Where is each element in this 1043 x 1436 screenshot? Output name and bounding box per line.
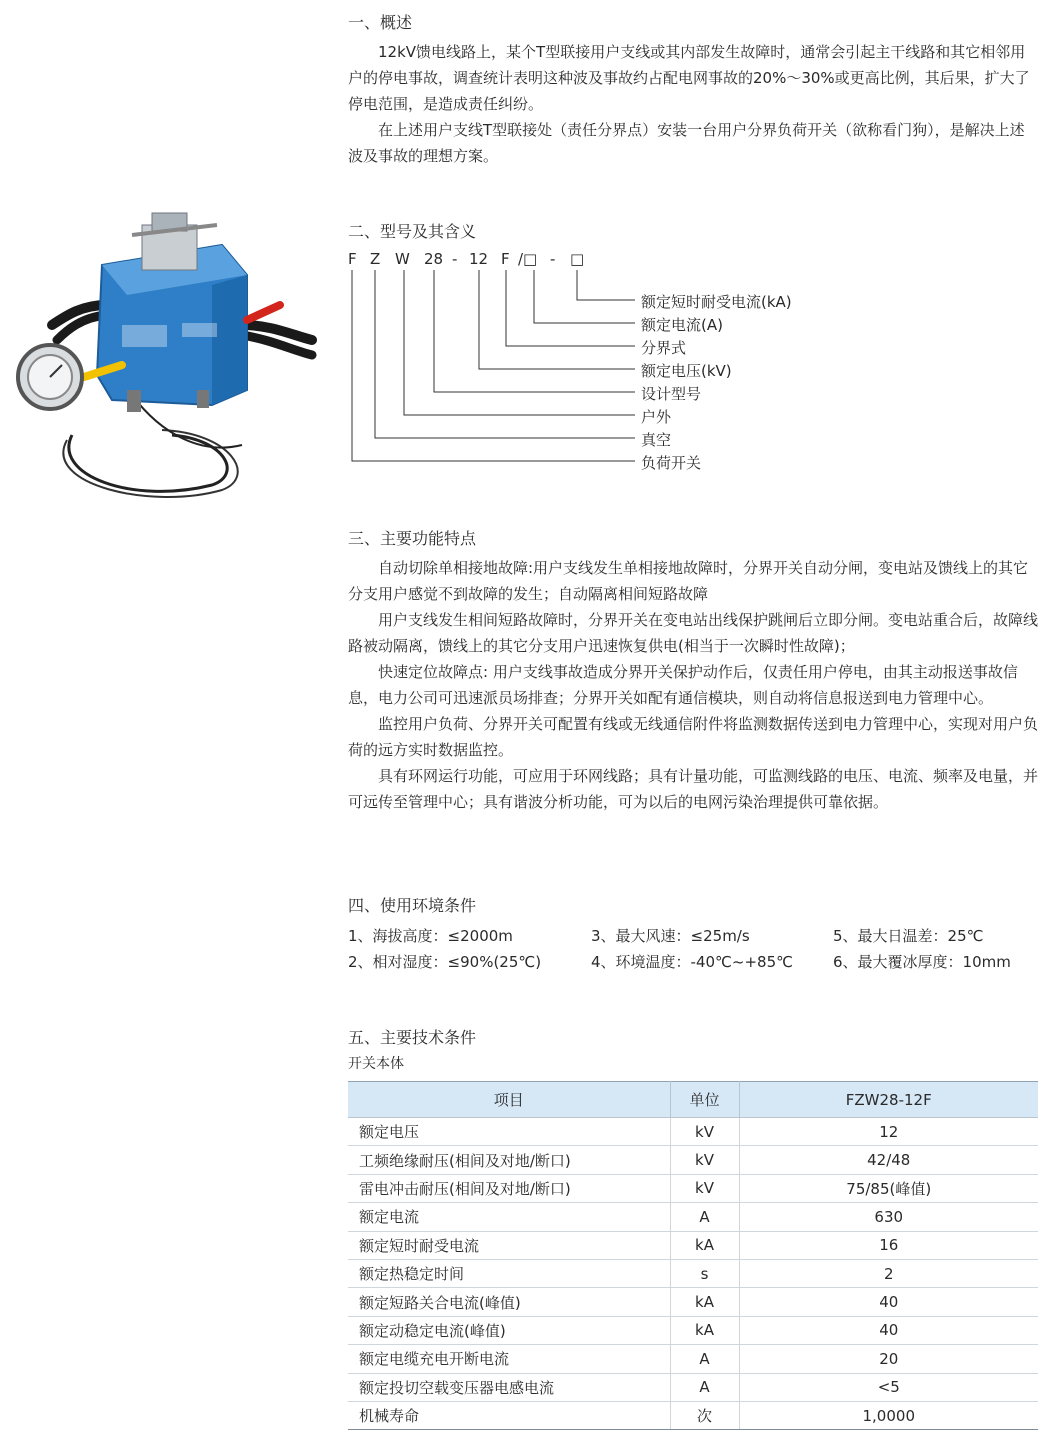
code-char-f: F <box>348 250 357 268</box>
header-model: FZW28-12F <box>739 1082 1038 1118</box>
paragraph: 监控用户负荷、分界开关可配置有线或无线通信附件将监测数据传送到电力管理中心，实现对用户负荷的远方实时数据监控。 <box>348 715 1039 759</box>
cell-item: 额定电缆充电开断电流 <box>348 1345 670 1373</box>
cell-item: 雷电冲击耐压(相间及对地/断口) <box>348 1174 670 1202</box>
cell-value: <5 <box>739 1373 1038 1401</box>
paragraph: 具有环网运行功能，可应用于环网线路；具有计量功能，可监测线路的电压、电流、频率及电量，并可远传至管理中心；具有谐波分析功能，可为以后的电网污染治理提供可靠依据。 <box>348 767 1039 811</box>
cell-unit: kV <box>670 1146 739 1174</box>
env-altitude: 1、海拔高度：≤2000m <box>348 927 513 945</box>
cell-value: 12 <box>739 1118 1038 1146</box>
table-row <box>348 1288 1038 1316</box>
table-row <box>348 1118 1038 1146</box>
section-2-title: 二、型号及其含义 <box>348 222 477 241</box>
cell-item: 额定短路关合电流(峰值) <box>348 1288 670 1316</box>
section-3-body <box>348 555 1038 815</box>
cell-unit: A <box>670 1345 739 1373</box>
paragraph: 用户支线发生相间短路故障时，分界开关在变电站出线保护跳闸后立即分闸。变电站重合后，故障线路被动隔离，馈线上的其它分支用户迅速恢复供电(相当于一次瞬时性故障)； <box>348 611 1039 655</box>
env-ice-thickness: 6、最大覆冰厚度：10mm <box>833 953 1011 971</box>
cell-value: 42/48 <box>739 1146 1038 1174</box>
table-row <box>348 1345 1038 1373</box>
code-char-28: 28 <box>424 250 444 268</box>
cell-item: 额定短时耐受电流 <box>348 1231 670 1259</box>
table-row <box>348 1231 1038 1259</box>
code-label-load-switch: 负荷开关 <box>641 454 702 472</box>
code-label-vacuum: 真空 <box>641 431 672 449</box>
header-unit: 单位 <box>670 1082 739 1118</box>
section-5-title: 五、主要技术条件 <box>348 1028 477 1047</box>
code-label-rated-current: 额定电流(A) <box>641 316 723 334</box>
paragraph: 快速定位故障点: 用户支线事故造成分界开关保护动作后，仅责任用户停电，由其主动报送事故信息，电力公司可迅速派员场排查；分界开关如配有通信模块，则自动将信息报送到电力管理中心。 <box>348 663 1018 707</box>
code-label-outdoor: 户外 <box>641 408 672 426</box>
code-char-12: 12 <box>469 250 489 268</box>
load-switch-product-photo <box>12 205 322 505</box>
paragraph: 12kV馈电线路上，某个T型联接用户支线或其内部发生故障时，通常会引起主干线路和其它相邻用户的停电事故，调查统计表明这种波及事故约占配电网事故的20%～30%或更高比例，其后果，扩大了停电范围，是造成责任纠纷。 <box>348 43 1030 113</box>
cell-item: 额定热稳定时间 <box>348 1259 670 1287</box>
cell-item: 机械寿命 <box>348 1401 670 1429</box>
table-row <box>348 1259 1038 1287</box>
cell-value: 630 <box>739 1203 1038 1231</box>
table-header-row <box>348 1082 1038 1118</box>
cell-value: 16 <box>739 1231 1038 1259</box>
cell-unit: kA <box>670 1231 739 1259</box>
paragraph: 在上述用户支线T型联接处（责任分界点）安装一台用户分界负荷开关（欲称看门狗），是解决上述波及事故的理想方案。 <box>348 121 1025 165</box>
cell-value: 2 <box>739 1259 1038 1287</box>
section-1-body <box>348 39 1038 169</box>
cell-unit: kV <box>670 1118 739 1146</box>
cell-item: 额定电压 <box>348 1118 670 1146</box>
table-row <box>348 1203 1038 1231</box>
section-4-title: 四、使用环境条件 <box>348 896 477 915</box>
header-item: 项目 <box>348 1082 670 1118</box>
table-row <box>348 1401 1038 1429</box>
env-humidity: 2、相对湿度：≤90%(25℃) <box>348 953 542 971</box>
section-1-title: 一、概述 <box>348 13 413 32</box>
table-row <box>348 1146 1038 1174</box>
section-3-title: 三、主要功能特点 <box>348 529 477 548</box>
code-char-w: W <box>395 250 410 268</box>
cell-item: 工频绝缘耐压(相间及对地/断口) <box>348 1146 670 1174</box>
cell-unit: kV <box>670 1174 739 1202</box>
code-label-rated-voltage: 额定电压(kV) <box>641 362 732 380</box>
code-char-current-box: /□ <box>518 250 538 268</box>
cell-unit: A <box>670 1373 739 1401</box>
cell-value: 1,0000 <box>739 1401 1038 1429</box>
cell-item: 额定电流 <box>348 1203 670 1231</box>
model-code <box>348 250 648 270</box>
code-char-kA-box: □ <box>570 250 585 268</box>
cell-unit: 次 <box>670 1401 739 1429</box>
cell-value: 75/85(峰值) <box>739 1174 1038 1202</box>
cell-value: 20 <box>739 1345 1038 1373</box>
table-subtitle: 开关本体 <box>348 1056 404 1072</box>
code-char-dash: - <box>452 250 458 268</box>
code-label-demarcation: 分界式 <box>641 339 687 357</box>
env-wind-speed: 3、最大风速：≤25m/s <box>591 927 750 945</box>
env-ambient-temp: 4、环境温度：-40℃~+85℃ <box>591 953 793 971</box>
table-row <box>348 1373 1038 1401</box>
table-row <box>348 1174 1038 1202</box>
cell-value: 40 <box>739 1288 1038 1316</box>
paragraph: 自动切除单相接地故障:用户支线发生单相接地故障时，分界开关自动分闸，变电站及馈线上的其它分支用户感觉不到故障的发生；自动隔离相间短路故障 <box>348 559 1029 603</box>
cell-unit: kA <box>670 1288 739 1316</box>
cell-item: 额定投切空载变压器电感电流 <box>348 1373 670 1401</box>
code-label-design-model: 设计型号 <box>641 385 702 403</box>
code-label-short-time-current: 额定短时耐受电流(kA) <box>641 293 792 311</box>
cell-unit: s <box>670 1259 739 1287</box>
spec-table <box>348 1081 1038 1430</box>
cell-unit: A <box>670 1203 739 1231</box>
code-char-z: Z <box>370 250 381 268</box>
code-char-dash2: - <box>550 250 556 268</box>
table-row <box>348 1316 1038 1344</box>
cell-item: 额定动稳定电流(峰值) <box>348 1316 670 1344</box>
cell-unit: kA <box>670 1316 739 1344</box>
env-temp-diff: 5、最大日温差：25℃ <box>833 927 984 945</box>
model-code-leader-lines <box>340 268 640 468</box>
code-char-f2: F <box>501 250 510 268</box>
cell-value: 40 <box>739 1316 1038 1344</box>
